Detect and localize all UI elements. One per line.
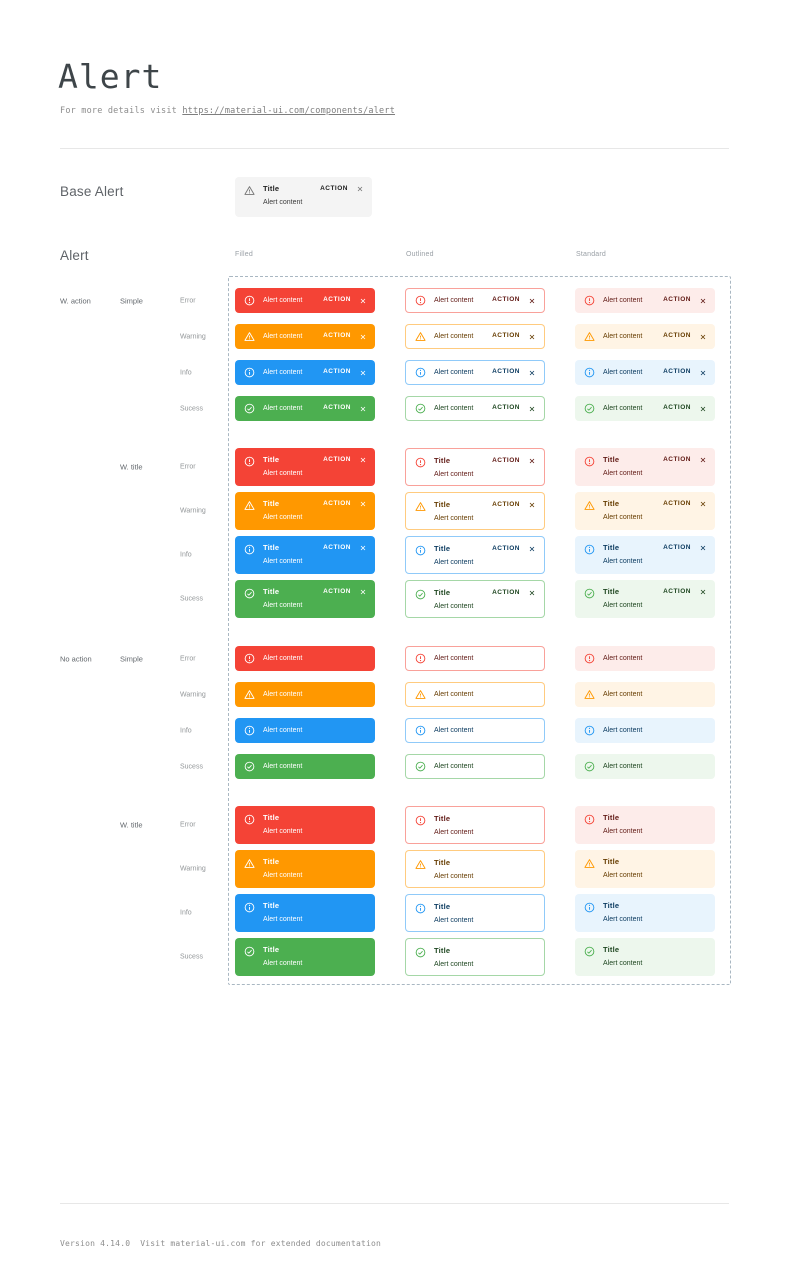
row-label-info: Info xyxy=(180,909,192,917)
alert-title: Title xyxy=(434,544,451,553)
row-label-success: Sucess xyxy=(180,405,203,412)
alert-title: Title xyxy=(434,588,451,597)
alert-action-button[interactable]: ACTION xyxy=(492,404,520,412)
alert-title: Title xyxy=(263,499,280,508)
alert-action-button[interactable]: ACTION xyxy=(492,368,520,376)
base-alert-title: Title xyxy=(263,184,280,193)
alert-content: Alert content xyxy=(263,959,303,967)
alert-action-button[interactable]: ACTION xyxy=(663,404,691,412)
alert-content: Alert content xyxy=(434,405,474,412)
alert-title: Title xyxy=(263,543,280,552)
alert-content: Alert content xyxy=(434,655,474,662)
alert-action-button[interactable]: ACTION xyxy=(323,332,351,340)
subgroup-label-simple: Simple xyxy=(120,654,143,663)
alert-content: Alert content xyxy=(263,601,303,609)
column-header-outlined: Outlined xyxy=(406,251,434,258)
alert-action-button[interactable]: ACTION xyxy=(323,404,351,412)
alert-content: Alert content xyxy=(263,557,303,565)
row-label-error: Error xyxy=(180,655,196,662)
row-label-info: Info xyxy=(180,727,192,734)
alert-title: Title xyxy=(603,455,620,464)
alert-content: Alert content xyxy=(603,601,643,609)
alert-content: Alert content xyxy=(263,369,303,376)
alert-content: Alert content xyxy=(263,727,303,734)
alert-content: Alert content xyxy=(434,872,474,880)
group-label-no-action: No action xyxy=(60,654,92,663)
row-label-warning: Warning xyxy=(180,691,206,698)
alert-content: Alert content xyxy=(603,691,643,698)
alert-action-button[interactable]: ACTION xyxy=(323,499,351,507)
row-label-warning: Warning xyxy=(180,507,206,515)
alert-content: Alert content xyxy=(434,960,474,968)
alert-content: Alert content xyxy=(603,405,643,412)
row-label-success: Sucess xyxy=(180,763,203,770)
base-alert-body xyxy=(263,185,302,206)
base-alert xyxy=(235,177,372,217)
alert-title: Title xyxy=(263,813,280,822)
alert-title: Title xyxy=(434,500,451,509)
footer-divider xyxy=(60,1203,729,1204)
alert-action-button[interactable]: ACTION xyxy=(663,332,691,340)
alert-content: Alert content xyxy=(603,655,643,662)
base-alert-content: Alert content xyxy=(263,198,303,206)
alert-content: Alert content xyxy=(603,727,643,734)
alert-content: Alert content xyxy=(434,691,474,698)
alert-title: Title xyxy=(263,901,280,910)
column-header-filled: Filled xyxy=(235,251,253,258)
alert-title: Title xyxy=(263,857,280,866)
alert-action-button[interactable]: ACTION xyxy=(663,368,691,376)
alert-title: Title xyxy=(263,455,280,464)
alert-action-button[interactable]: ACTION xyxy=(323,455,351,463)
alert-title: Title xyxy=(603,945,620,954)
alert-title: Title xyxy=(603,813,620,822)
alert-content: Alert content xyxy=(603,959,643,967)
row-label-error: Error xyxy=(180,297,196,304)
alert-content: Alert content xyxy=(263,871,303,879)
alert-title: Title xyxy=(434,456,451,465)
alert-content: Alert content xyxy=(263,763,303,770)
alert-content: Alert content xyxy=(603,297,643,304)
subtitle xyxy=(60,106,395,116)
alert-content: Alert content xyxy=(263,405,303,412)
section-label-base-alert: Base Alert xyxy=(60,184,124,199)
alert-content: Alert content xyxy=(434,514,474,522)
alert-content: Alert content xyxy=(263,513,303,521)
alert-content: Alert content xyxy=(603,557,643,565)
alert-content: Alert content xyxy=(434,602,474,610)
subgroup-label-w-title: W. title xyxy=(120,462,143,472)
alert-content: Alert content xyxy=(434,558,474,566)
alert-title: Title xyxy=(603,901,620,910)
alert-content: Alert content xyxy=(603,369,643,376)
row-label-info: Info xyxy=(180,369,192,376)
header-divider xyxy=(60,148,729,149)
alert-action-button[interactable]: ACTION xyxy=(492,588,520,596)
alert-title: Title xyxy=(603,543,620,552)
alert-content: Alert content xyxy=(434,916,474,924)
alert-content: Alert content xyxy=(263,297,303,304)
alert-content: Alert content xyxy=(603,915,643,923)
alert-action-button[interactable]: ACTION xyxy=(663,455,691,463)
alert-content: Alert content xyxy=(434,470,474,478)
subgroup-label-w-title: W. title xyxy=(120,820,143,830)
alert-action-button[interactable]: ACTION xyxy=(323,587,351,595)
base-alert-action-button[interactable]: ACTION xyxy=(320,184,348,192)
alert-content: Alert content xyxy=(603,871,643,879)
alert-action-button[interactable]: ACTION xyxy=(492,500,520,508)
alert-action-button[interactable]: ACTION xyxy=(323,296,351,304)
alert-content: Alert content xyxy=(263,655,303,662)
alert-action-button[interactable]: ACTION xyxy=(492,456,520,464)
alert-grid-frame xyxy=(228,276,731,985)
row-label-error: Error xyxy=(180,821,196,829)
alert-content: Alert content xyxy=(603,333,643,340)
alert-content: Alert content xyxy=(603,469,643,477)
alert-action-button[interactable]: ACTION xyxy=(663,543,691,551)
alert-content: Alert content xyxy=(434,763,474,770)
alert-content: Alert content xyxy=(434,727,474,734)
alert-title: Title xyxy=(434,858,451,867)
alert-action-button[interactable]: ACTION xyxy=(663,587,691,595)
row-label-warning: Warning xyxy=(180,333,206,340)
alert-title: Title xyxy=(434,902,451,911)
alert-content: Alert content xyxy=(263,915,303,923)
row-label-success: Sucess xyxy=(180,953,203,961)
row-label-success: Sucess xyxy=(180,595,203,603)
group-label-w-action: W. action xyxy=(60,296,91,305)
alert-content: Alert content xyxy=(434,828,474,836)
section-label-alert: Alert xyxy=(60,248,89,263)
column-header-standard: Standard xyxy=(576,251,607,258)
warning-icon xyxy=(244,185,255,196)
alert-action-button[interactable]: ACTION xyxy=(323,543,351,551)
close-icon[interactable] xyxy=(356,185,364,193)
alert-title: Title xyxy=(603,587,620,596)
subtitle-text: For more details visit xyxy=(60,106,183,116)
alert-content: Alert content xyxy=(434,333,474,340)
row-label-info: Info xyxy=(180,551,192,559)
alert-content: Alert content xyxy=(603,513,643,521)
row-label-error: Error xyxy=(180,463,196,471)
alert-content: Alert content xyxy=(603,763,643,770)
alert-content: Alert content xyxy=(434,297,474,304)
alert-title: Title xyxy=(263,587,280,596)
alert-title: Title xyxy=(603,499,620,508)
alert-action-button[interactable]: ACTION xyxy=(663,499,691,507)
alert-content: Alert content xyxy=(434,369,474,376)
alert-content: Alert content xyxy=(263,333,303,340)
alert-action-button[interactable]: ACTION xyxy=(492,296,520,304)
footer-text: Version 4.14.0 Visit material-ui.com for extended documentation xyxy=(60,1239,382,1248)
base-alert-actions xyxy=(320,185,364,193)
alert-content: Alert content xyxy=(263,469,303,477)
alert-title: Title xyxy=(263,945,280,954)
alert-content: Alert content xyxy=(263,827,303,835)
alert-action-button[interactable]: ACTION xyxy=(492,544,520,552)
subtitle-link[interactable]: https://material-ui.com/components/alert xyxy=(182,106,396,116)
row-label-warning: Warning xyxy=(180,865,206,873)
alert-action-button[interactable]: ACTION xyxy=(663,296,691,304)
alert-title: Title xyxy=(434,946,451,955)
page-title: Alert xyxy=(58,57,163,96)
alert-action-button[interactable]: ACTION xyxy=(323,368,351,376)
alert-content: Alert content xyxy=(263,691,303,698)
alert-action-button[interactable]: ACTION xyxy=(492,332,520,340)
alert-title: Title xyxy=(434,814,451,823)
subgroup-label-simple: Simple xyxy=(120,296,143,305)
alert-title: Title xyxy=(603,857,620,866)
alert-content: Alert content xyxy=(603,827,643,835)
